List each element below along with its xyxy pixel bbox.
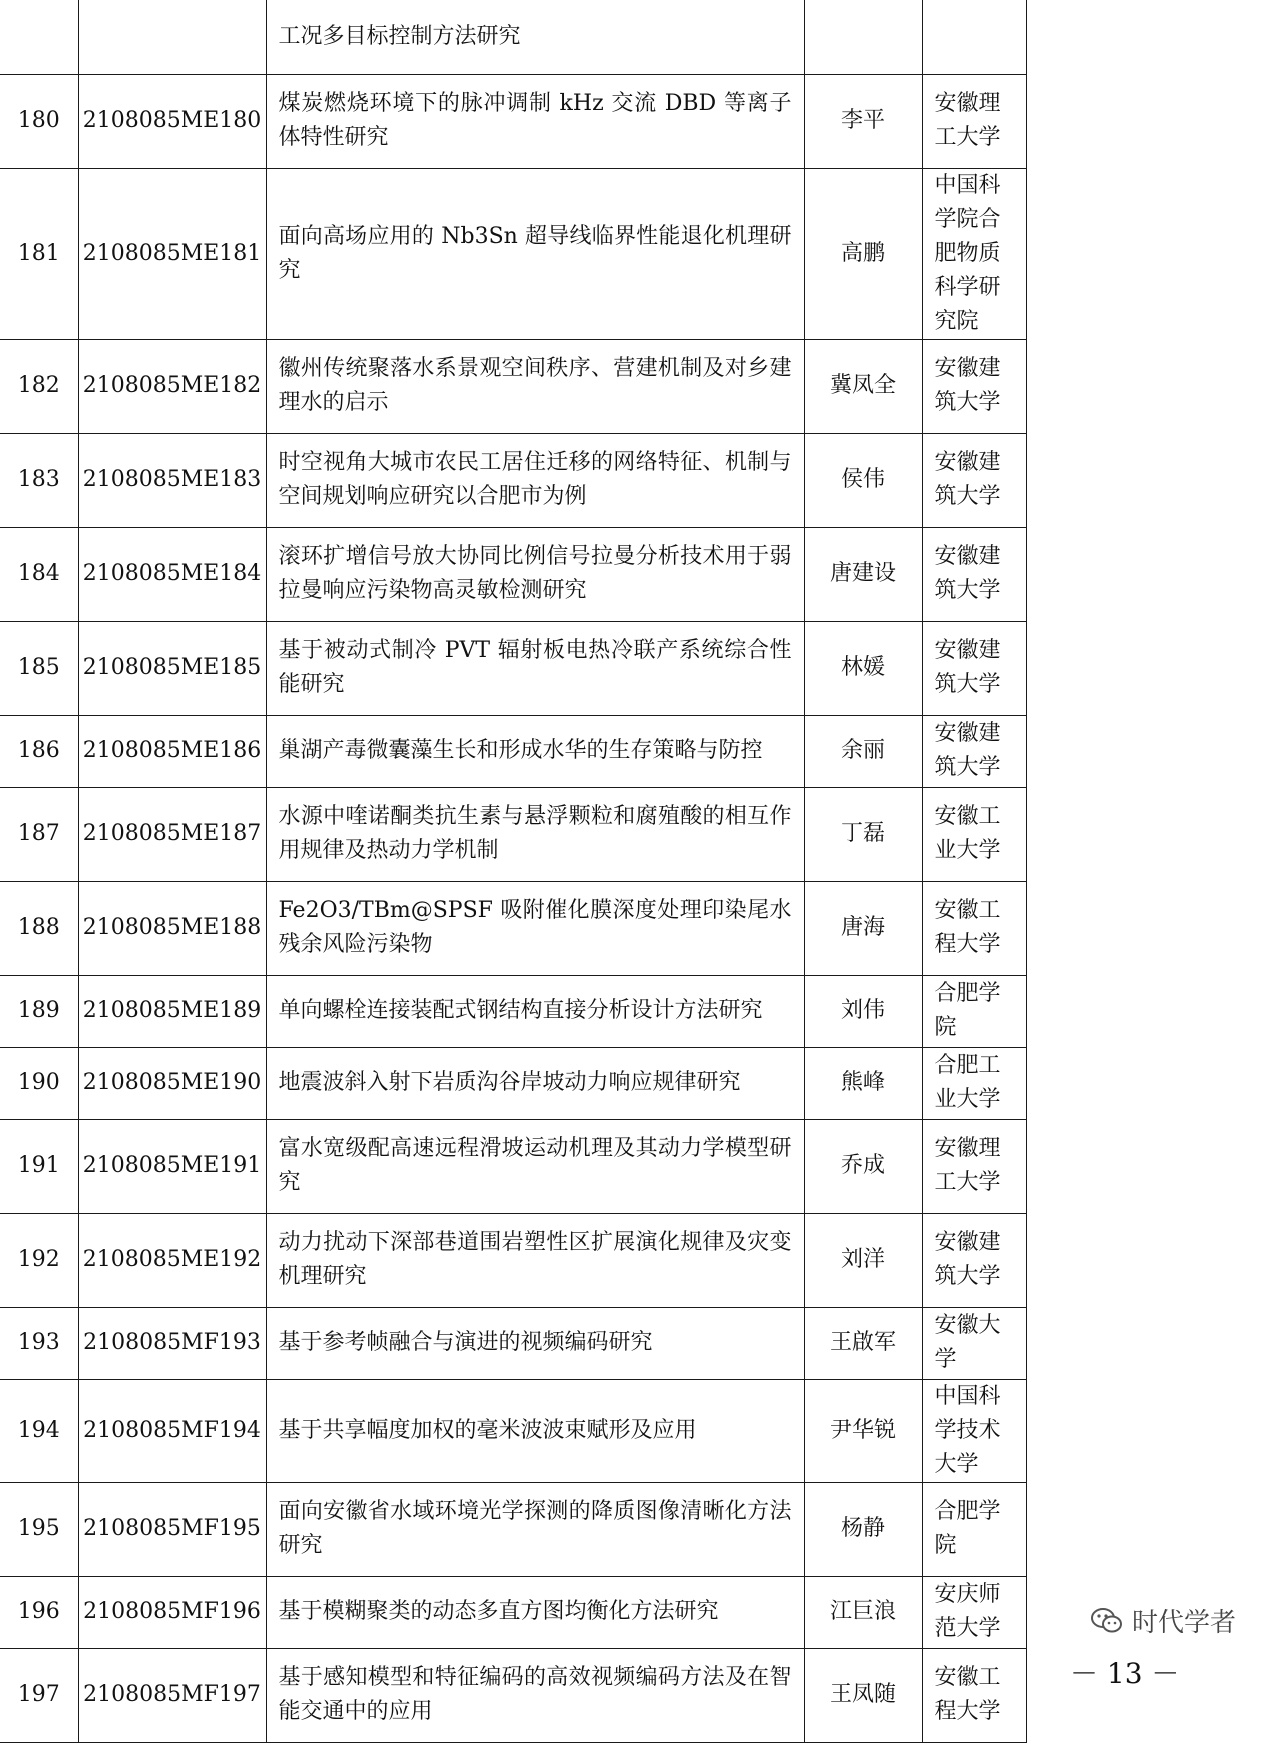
cell-org: 安徽建筑大学 (922, 621, 1026, 715)
cell-title: 工况多目标控制方法研究 (266, 0, 804, 74)
cell-code: 2108085ME187 (78, 787, 266, 881)
cell-no: 189 (0, 975, 78, 1047)
cell-org: 安徽建筑大学 (922, 339, 1026, 433)
cell-no: 195 (0, 1482, 78, 1576)
cell-org: 安徽工程大学 (922, 1648, 1026, 1742)
table-row (0, 339, 1026, 433)
table-row (0, 1047, 1026, 1119)
cell-title: 水源中喹诺酮类抗生素与悬浮颗粒和腐殖酸的相互作用规律及热动力学机制 (266, 787, 804, 881)
cell-code (78, 0, 266, 74)
table-row (0, 1648, 1026, 1742)
cell-leader: 尹华锐 (804, 1379, 922, 1482)
cell-no: 196 (0, 1576, 78, 1648)
cell-title: 基于共享幅度加权的毫米波波束赋形及应用 (266, 1379, 804, 1482)
cell-no: 192 (0, 1213, 78, 1307)
cell-no: 188 (0, 881, 78, 975)
cell-leader: 李平 (804, 74, 922, 168)
cell-org: 安徽建筑大学 (922, 527, 1026, 621)
table-row (0, 787, 1026, 881)
cell-org: 中国科学院合肥物质科学研究院 (922, 168, 1026, 339)
cell-title: 巢湖产毒微囊藻生长和形成水华的生存策略与防控 (266, 715, 804, 787)
cell-leader: 唐海 (804, 881, 922, 975)
cell-no: 191 (0, 1119, 78, 1213)
cell-code: 2108085ME185 (78, 621, 266, 715)
cell-title: 面向高场应用的 Nb3Sn 超导线临界性能退化机理研究 (266, 168, 804, 339)
cell-no: 193 (0, 1307, 78, 1379)
table-row (0, 74, 1026, 168)
cell-leader: 王凤随 (804, 1648, 922, 1742)
cell-no: 187 (0, 787, 78, 881)
cell-code: 2108085ME188 (78, 881, 266, 975)
cell-no: 183 (0, 433, 78, 527)
cell-title: 富水宽级配高速远程滑坡运动机理及其动力学模型研究 (266, 1119, 804, 1213)
cell-code: 2108085ME190 (78, 1047, 266, 1119)
cell-code: 2108085MF194 (78, 1379, 266, 1482)
cell-org: 安徽建筑大学 (922, 1213, 1026, 1307)
cell-no: 181 (0, 168, 78, 339)
cell-org: 安徽建筑大学 (922, 433, 1026, 527)
table-row (0, 1482, 1026, 1576)
cell-code: 2108085ME192 (78, 1213, 266, 1307)
cell-code: 2108085ME181 (78, 168, 266, 339)
cell-code: 2108085MF193 (78, 1307, 266, 1379)
cell-code: 2108085ME183 (78, 433, 266, 527)
cell-code: 2108085MF196 (78, 1576, 266, 1648)
cell-no: 185 (0, 621, 78, 715)
cell-leader: 刘洋 (804, 1213, 922, 1307)
cell-title: 基于参考帧融合与演进的视频编码研究 (266, 1307, 804, 1379)
table-row (0, 881, 1026, 975)
cell-title: 徽州传统聚落水系景观空间秩序、营建机制及对乡建理水的启示 (266, 339, 804, 433)
table-row (0, 527, 1026, 621)
cell-leader: 刘伟 (804, 975, 922, 1047)
table-row (0, 168, 1026, 339)
cell-leader: 高鹏 (804, 168, 922, 339)
cell-code: 2108085ME191 (78, 1119, 266, 1213)
cell-no: 197 (0, 1648, 78, 1742)
table-row (0, 1576, 1026, 1648)
cell-code: 2108085ME186 (78, 715, 266, 787)
cell-org: 安徽工程大学 (922, 881, 1026, 975)
cell-code: 2108085ME184 (78, 527, 266, 621)
cell-org: 安徽工业大学 (922, 787, 1026, 881)
cell-no: 190 (0, 1047, 78, 1119)
cell-title: 单向螺栓连接装配式钢结构直接分析设计方法研究 (266, 975, 804, 1047)
cell-no: 194 (0, 1379, 78, 1482)
cell-title: 动力扰动下深部巷道围岩塑性区扩展演化规律及灾变机理研究 (266, 1213, 804, 1307)
cell-title: 基于模糊聚类的动态多直方图均衡化方法研究 (266, 1576, 804, 1648)
cell-leader (804, 0, 922, 74)
cell-code: 2108085ME189 (78, 975, 266, 1047)
cell-leader: 冀凤全 (804, 339, 922, 433)
cell-org: 安徽建筑大学 (922, 715, 1026, 787)
cell-title: 煤炭燃烧环境下的脉冲调制 kHz 交流 DBD 等离子体特性研究 (266, 74, 804, 168)
cell-title: 基于被动式制冷 PVT 辐射板电热冷联产系统综合性能研究 (266, 621, 804, 715)
cell-no: 180 (0, 74, 78, 168)
table-row (0, 621, 1026, 715)
cell-leader: 江巨浪 (804, 1576, 922, 1648)
cell-org: 安庆师范大学 (922, 1576, 1026, 1648)
cell-no (0, 0, 78, 74)
table-row (0, 1213, 1026, 1307)
cell-title: 地震波斜入射下岩质沟谷岸坡动力响应规律研究 (266, 1047, 804, 1119)
table-row (0, 1379, 1026, 1482)
wechat-icon (1090, 1606, 1124, 1636)
cell-org: 合肥学院 (922, 1482, 1026, 1576)
cell-leader: 林媛 (804, 621, 922, 715)
cell-org: 中国科学技术大学 (922, 1379, 1026, 1482)
table-row (0, 1307, 1026, 1379)
table-row (0, 975, 1026, 1047)
cell-org: 安徽大学 (922, 1307, 1026, 1379)
cell-code: 2108085MF195 (78, 1482, 266, 1576)
cell-code: 2108085MF197 (78, 1648, 266, 1742)
cell-no: 186 (0, 715, 78, 787)
cell-org: 安徽理工大学 (922, 74, 1026, 168)
watermark (1090, 1602, 1236, 1639)
cell-org: 合肥学院 (922, 975, 1026, 1047)
cell-org: 合肥工业大学 (922, 1047, 1026, 1119)
cell-title: 面向安徽省水域环境光学探测的降质图像清晰化方法研究 (266, 1482, 804, 1576)
table-row (0, 715, 1026, 787)
cell-title: Fe2O3/TBm@SPSF 吸附催化膜深度处理印染尾水残余风险污染物 (266, 881, 804, 975)
cell-org: 安徽理工大学 (922, 1119, 1026, 1213)
cell-no: 184 (0, 527, 78, 621)
table-row (0, 433, 1026, 527)
cell-no: 182 (0, 339, 78, 433)
cell-leader: 王啟军 (804, 1307, 922, 1379)
cell-leader: 侯伟 (804, 433, 922, 527)
cell-code: 2108085ME180 (78, 74, 266, 168)
cell-leader: 杨静 (804, 1482, 922, 1576)
cell-title: 基于感知模型和特征编码的高效视频编码方法及在智能交通中的应用 (266, 1648, 804, 1742)
cell-leader: 熊峰 (804, 1047, 922, 1119)
watermark-text: 时代学者 (1132, 1608, 1237, 1638)
cell-title: 时空视角大城市农民工居住迁移的网络特征、机制与空间规划响应研究以合肥市为例 (266, 433, 804, 527)
table-row (0, 1119, 1026, 1213)
page-number: － 13 － (1070, 1657, 1180, 1690)
table-row (0, 0, 1026, 74)
cell-code: 2108085ME182 (78, 339, 266, 433)
cell-leader: 丁磊 (804, 787, 922, 881)
cell-org (922, 0, 1026, 74)
cell-leader: 余丽 (804, 715, 922, 787)
cell-leader: 乔成 (804, 1119, 922, 1213)
cell-leader: 唐建设 (804, 527, 922, 621)
cell-title: 滚环扩增信号放大协同比例信号拉曼分析技术用于弱拉曼响应污染物高灵敏检测研究 (266, 527, 804, 621)
